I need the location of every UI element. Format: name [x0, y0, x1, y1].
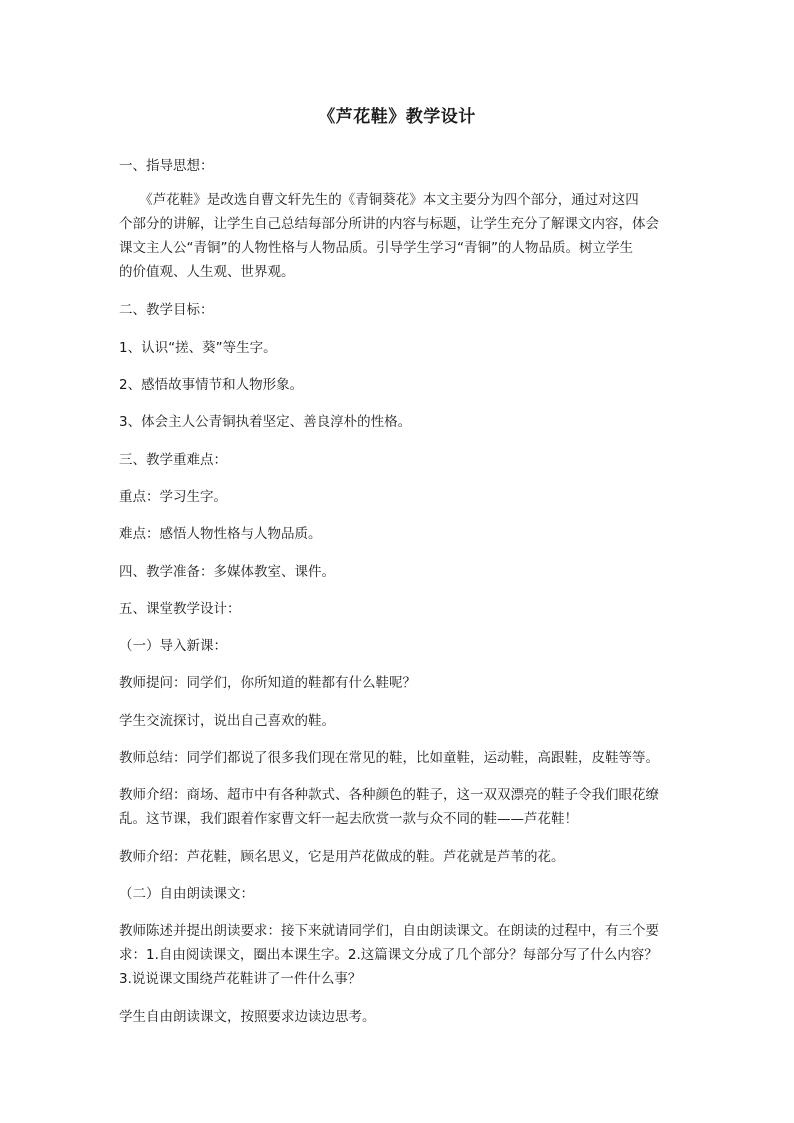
paragraph-line: 个部分的讲解，让学生自己总结每部分所讲的内容与标题，让学生充分了解课文内容，体会	[119, 216, 659, 232]
teacher-introduction-paragraph	[119, 783, 691, 831]
difficult-point: 难点：感悟人物性格与人物品质。	[119, 526, 322, 542]
section-heading-objectives: 二、教学目标：	[119, 302, 214, 318]
reading-requirements-paragraph	[119, 919, 691, 991]
paragraph-line: 《芦花鞋》是改选自曹文轩先生的《青铜葵花》本文主要分为四个部分，通过对这四	[119, 192, 639, 208]
paragraph-line: 教师陈述并提出朗读要求：接下来就请同学们，自由朗读课文。在朗读的过程中，有三个要	[119, 923, 659, 939]
document-title: 《芦花鞋》教学设计	[318, 107, 476, 127]
subsection-heading-free-reading: （二）自由朗读课文：	[119, 886, 254, 902]
teacher-summary: 教师总结：同学们都说了很多我们现在常见的鞋，比如童鞋，运动鞋，高跟鞋，皮鞋等等。	[119, 750, 659, 766]
objective-item-3: 3、体会主人公青铜执着坚定、善良淳朴的性格。	[119, 414, 412, 430]
section-heading-preparation: 四、教学准备：多媒体教室、课件。	[119, 564, 335, 580]
section-heading-key-points: 三、教学重难点：	[119, 452, 227, 468]
objective-item-1: 1、认识“搓、葵”等生字。	[119, 340, 277, 356]
subsection-heading-intro: （一）导入新课：	[119, 638, 227, 654]
paragraph-line: 3.说说课文围绕芦花鞋讲了一件什么事？	[119, 971, 362, 987]
key-point: 重点：学习生字。	[119, 489, 227, 505]
teacher-introduction-2: 教师介绍：芦花鞋，顾名思义，它是用芦花做成的鞋。芦花就是芦苇的花。	[119, 849, 565, 865]
student-reading: 学生自由朗读课文，按照要求边读边思考。	[119, 1009, 376, 1025]
section-heading-class-design: 五、课堂教学设计：	[119, 601, 241, 617]
paragraph-line: 课文主人公“青铜”的人物性格与人物品质。引导学生学习“青铜”的人物品质。树立学生	[119, 240, 633, 256]
student-discussion: 学生交流探讨，说出自己喜欢的鞋。	[119, 713, 335, 729]
paragraph-line: 教师介绍：商场、超市中有各种款式、各种颜色的鞋子，这一双双漂亮的鞋子令我们眼花缭	[119, 787, 659, 803]
objective-item-2: 2、感悟故事情节和人物形象。	[119, 377, 304, 393]
paragraph-line: 求：1.自由阅读课文，圈出本课生字。2.这篇课文分成了几个部分？每部分写了什么内容？	[119, 947, 658, 963]
paragraph-line: 乱。这节课，我们跟着作家曹文轩一起去欣赏一款与众不同的鞋——芦花鞋！	[119, 811, 578, 827]
paragraph-line: 的价值观、人生观、世界观。	[119, 264, 295, 280]
section-heading-guiding-thought: 一、指导思想：	[119, 158, 214, 174]
teacher-question: 教师提问：同学们，你所知道的鞋都有什么鞋呢？	[119, 675, 416, 691]
guiding-thought-paragraph	[119, 188, 691, 284]
